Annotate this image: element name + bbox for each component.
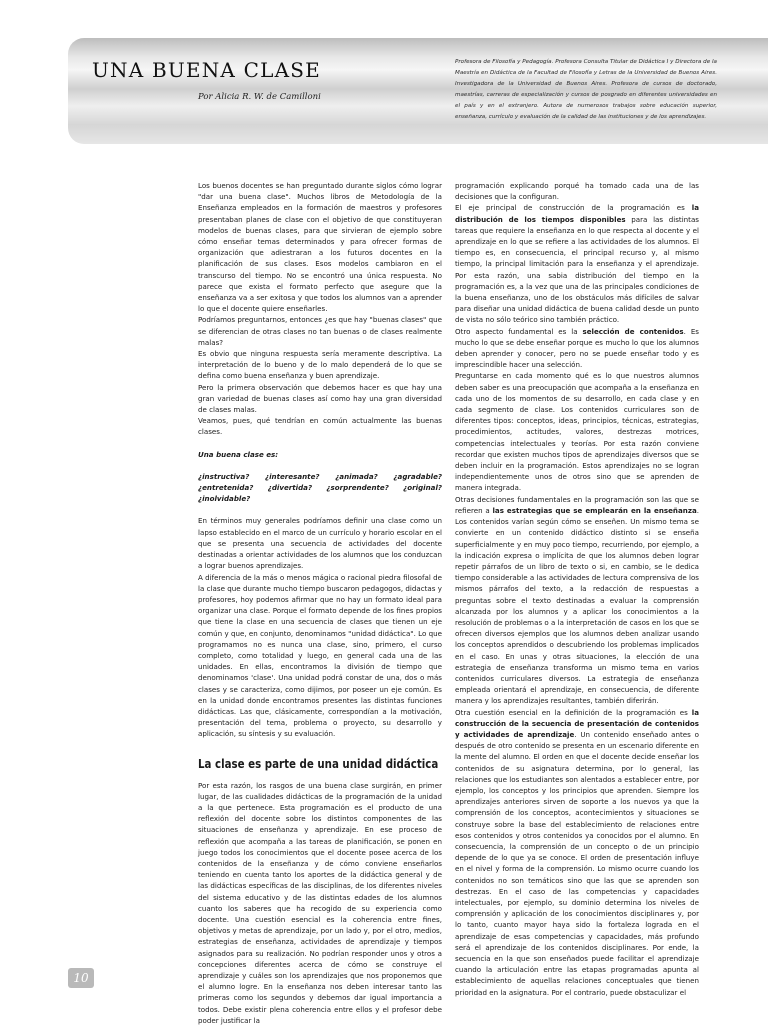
- author-bio: Profesora de Filosofía y Pedagogía. Profesora Consulta Titular de Didáctica I y Directora de la Maestría en Didáctica de la Facultad de Filosofía y Letras de la Universidad de Buenos Aires. Investigadora de la Universidad de Buenos Aires. Profesora de cursos de doctorado, maestrías, carreras de especialización y cursos de posgrado en diferentes universidades en el país y en el extranjero. Autora de numerosos trabajos sobre educación superior, enseñanza, currículo y evaluación de la calidad de las instituciones y de los aprendizajes.: [455, 59, 717, 120]
- text-run: . Los contenidos varían según cómo se enseñen. Un mismo tema se convierte en un contenido didáctico distinto si se enseña superficialmente y en muy poco tiempo, recurriendo, por ejemplo, a la indicación expresa o implícita de que los alumnos deben lograr repetir párrafos de un libro de texto o si, en cambio, se le dedica tiempo considerable a las actividades de lectura comprensiva de los mismos párrafos del texto, a la redacción de respuestas a preguntas sobre el texto destinadas a evaluar la comprensión alcanzada por los alumnos y a aplicar los conocimientos a la resolución de problemas o a la interpretación de casos en los que se ofrecen diversos ejemplos que los alumnos deben analizar usando los conceptos aprendidos o descubriendo los problemas implicados en el caso. En unas y otras situaciones, la elección de una estrategia de enseñanza transforma un mismo tema en varios contenidos curriculares diversos. La estrategia de enseñanza empleada orientará el aprendizaje, en consecuencia, de diferente manera y los aprendizajes resultantes, también diferirán.: [455, 505, 700, 706]
- bold-phrase: las estrategias que se emplearán en la enseñanza: [492, 505, 697, 515]
- paragraph: Podríamos preguntarnos, entonces ¿es que hay "buenas clases" que se diferencian de otras clases no tan buenas o de clases realmente malas?: [198, 315, 442, 347]
- text-run: para las distintas tareas que requiere la enseñanza en lo que respecta al docente y el aprendizaje en lo que se refiere a las actividades de los alumnos. El tiempo es, en consecuencia, el principal recurso y, al mismo tiempo, la principal limitación para la enseñanza y el aprendizaje. Por esta razón, una sabia distribución del tiempo en la programación es, a la vez que una de las principales condiciones de la buena enseñanza, uno de los obstáculos más difíciles de salvar para diseñar una unidad didáctica de buena calidad desde un punto de vista no sólo teórico sino también práctico.: [455, 214, 699, 325]
- bold-phrase: selección de contenidos: [582, 326, 684, 336]
- article-title: UNA BUENA CLASE: [92, 58, 321, 82]
- question-list: ¿instructiva? ¿interesante? ¿animada? ¿agradable? ¿entretenida? ¿divertida? ¿sorprendente? ¿original? ¿inolvidable?: [198, 471, 442, 504]
- text-run: . Un contenido enseñado antes o después de otro contenido se presenta en un escenario diferente en la mente del alumno. El orden en que el docente decide enseñar los contenidos de su asignatura determina, por lo general, las relaciones que los estudiantes son alentados a establecer entre, por ejemplo, los conceptos y los principios que aprenden. Siempre los aprendizajes anteriores sirven de soporte a los nuevos ya que la comprensión de los conceptos, acontecimientos y situaciones se construye sobre la base del establecimiento de relaciones entre esos contenidos y otros contenidos ya conocidos por el alumno. En consecuencia, la comprensión de un concepto o de un principio depende de lo que ya se conoce. El orden de presentación influye en el nivel y forma de la comprensión. Lo mismo ocurre cuando los contenidos no son temáticos sino que las que se aprenden son destrezas. En el caso de las competencias y capacidades intelectuales, por ejemplo, su dominio determina los niveles de comprensión y aplicación de los conocimientos disciplinares y, por lo tanto, cuanto mayor haya sido la fortaleza lograda en el aprendizaje de esas competencias y capacidades, más profundo será el aprendizaje de los contenidos disciplinares. Por ende, la secuencia en la que son enseñados puede facilitar el aprendizaje cuando la articulación entre las etapas programadas apunta al establecimiento de aquellas relaciones conceptuales que tienen prioridad en la asignatura. Por el contrario, puede obstaculizar el: [455, 729, 699, 997]
- paragraph: Veamos, pues, qué tendrían en común actualmente las buenas clases.: [198, 416, 442, 437]
- page-number: 10: [68, 968, 94, 988]
- paragraph: En términos muy generales podríamos definir una clase como un lapso establecido en el marco de un currículo y horario escolar en el que se presenta una secuencia de actividades del docente destinadas a orientar actividades de los alumnos que los conduzcan a lograr buenos aprendizajes.: [198, 516, 442, 571]
- text-run: . Es mucho lo que se debe enseñar porque es mucho lo que los alumnos deben aprender y conocer, pero no se puede enseñar todo y es imprescindible hacer una selección.: [455, 326, 699, 370]
- paragraph: [455, 202, 699, 325]
- paragraph: [455, 326, 699, 371]
- right-column: [455, 180, 699, 998]
- paragraph: [455, 707, 699, 998]
- paragraph: A diferencia de la más o menos mágica o racional piedra filosofal de la clase que durante mucho tiempo buscaron pedagogos, didactas y profesores, hoy podemos afirmar que no hay un formato ideal para organizar una clase. Porque el formato depende de los fines propios que tiene la clase en una secuencia de clases que tienen un eje común y que, en conjunto, denominamos "unidad didáctica". Lo que programamos no es nunca una clase, sino, primero, el curso completo, como totalidad y luego, en general cada una de las unidades. En ellas, encontramos la división de tiempo que denominamos 'clase'. Una unidad podrá constar de una, dos o más clases y se caracteriza, como dijimos, por poseer un eje común. Es en la unidad donde encontramos presentes las distintas funciones didácticas. Las que, clásicamente, correspondían a la motivación, presentación del tema, problema o proyecto, su desarrollo y aplicación, su síntesis y su evaluación.: [198, 572, 442, 739]
- paragraph: Los buenos docentes se han preguntado durante siglos cómo lograr "dar una buena clase". Muchos libros de Metodología de la Enseñanza empleados en la formación de maestros y profesores presentaban planes de clase con el objetivo de que constituyeran modelos de buenas clases, para que sirvieran de ejemplo sobre cómo enseñar temas determinados y para ofrecer formas de organización que adiestraran a los futuros docentes en la planificación de sus clases. Esos modelos cambiaron en el transcurso del tiempo. No se encontró una única respuesta. No parece que exista el formato perfecto que asegure que la enseñanza va a ser exitosa y que todos los alumnos van a aprender lo que el docente quiere enseñarles.: [198, 181, 442, 314]
- paragraph: Preguntarse en cada momento qué es lo que nuestros alumnos deben saber es una preocupación que acompaña a la enseñanza en cada uno de los momentos de su desarrollo, en cada clase y en cada segmento de clase. Los contenidos curriculares son de diferentes tipos: conceptos, ideas, principios, técnicas, estrategias, procedimientos, actitudes, valores, destrezas motrices, competencias intelectuales y teorías. Por esta razón conviene recordar que existen muchos tipos de aprendizajes diversos que se deben incluir en la programación. Estos aprendizajes no se logran independientemente unos de otros sino que se aprenden de manera integrada.: [455, 371, 699, 493]
- section-heading: La clase es parte de una unidad didáctica: [198, 755, 439, 771]
- paragraph: Pero la primera observación que debemos hacer es que hay una gran variedad de buenas clases así como hay una gran diversidad de clases malas.: [198, 382, 442, 415]
- left-column: [198, 180, 442, 1026]
- paragraph: [455, 494, 699, 707]
- text-run: Otras decisiones fundamentales en la programación son las que se refieren a: [455, 494, 699, 515]
- text-run: Otra cuestión esencial en la definición de la programación es: [455, 707, 692, 717]
- paragraph: programación explicando porqué ha tomado cada una de las decisiones que la configuran.: [455, 181, 699, 202]
- paragraph: Por esta razón, los rasgos de una buena clase surgirán, en primer lugar, de las cualidades didácticas de la programación de la unidad a la que pertenece. Esta programación es el producto de una reflexión del docente sobre los distintos componentes de las situaciones de enseñanza y aprendizaje. En ese proceso de reflexión que acompaña a las tareas de planificación, se ponen en juego todos los conocimientos que el docente posee acerca de los contenidos de la enseñanza y de cómo conviene enseñarlos teniendo en cuenta tanto los aportes de la didáctica general y de las didácticas específicas de las disciplinas, de los diferentes niveles del sistema educativo y de las distintas edades de los alumnos cuanto los saberes que ha recogido de su experiencia como docente. Una cuestión esencial es la coherencia entre fines, objetivos y metas de aprendizaje, por un lado y, por el otro, medios, estrategias de enseñanza, actividades de aprendizaje y tiempos asignados para su realización. No podrían responder unos y otros a concepciones diferentes acerca de cómo se construye el aprendizaje y cuáles son los aprendizajes que nos proponemos que el alumno logre. En la enseñanza nos deben interesar tanto las primeras como los segundos y debemos dar igual importancia a todos. Debe existir plena coherencia entre ellos y el profesor debe poder justificar la: [198, 780, 442, 1025]
- paragraph: Es obvio que ninguna respuesta sería meramente descriptiva. La interpretación de lo bueno y de lo malo dependerá de lo que se defina como buena enseñanza y buen aprendizaje.: [198, 349, 442, 381]
- text-run: Otro aspecto fundamental es la: [455, 326, 583, 336]
- bold-phrase: la distribución de los tiempos disponibles: [455, 203, 699, 224]
- bold-phrase: la construcción de la secuencia de presentación de contenidos y actividades de aprendizaje: [455, 707, 699, 739]
- subtitle: Una buena clase es:: [198, 449, 279, 459]
- text-run: El eje principal de construcción de la programación es: [455, 203, 692, 213]
- author-byline: Por Alicia R. W. de Camilloni: [198, 92, 321, 102]
